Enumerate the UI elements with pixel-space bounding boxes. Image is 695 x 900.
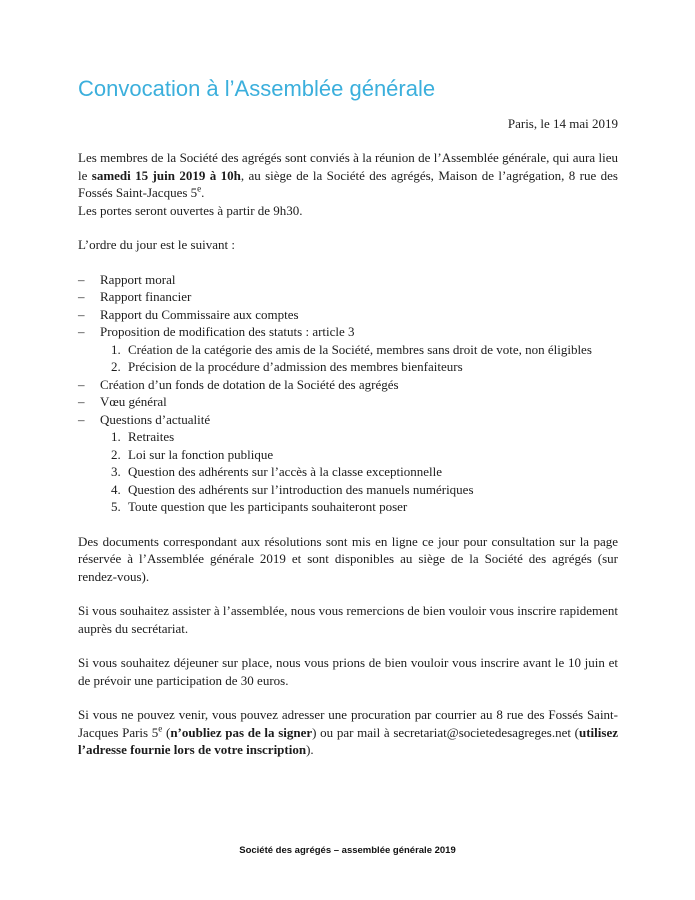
date-line: Paris, le 14 mai 2019 [507, 116, 618, 131]
agenda-item-label: Vœu général [100, 394, 167, 409]
agenda-list [78, 271, 618, 516]
agenda-item [78, 288, 618, 306]
agenda-subitem: 3. Question des adhérents sur l’accès à la classe exceptionnelle [124, 463, 618, 481]
paragraph-register: Si vous souhaitez assister à l’assemblée, nous vous remercions de bien vouloir vous inscrire rapidement auprès du secrétariat. [78, 603, 618, 636]
footer-note: Société des agrégés – assemblée générale 2019 [239, 845, 456, 856]
agenda-item-label: Rapport du Commissaire aux comptes [100, 306, 299, 322]
agenda-subitem: 1. Retraites [124, 428, 618, 446]
page-title: Convocation à l’Assemblée générale [78, 76, 436, 101]
paragraph-documents: Des documents correspondant aux résolutions sont mis en ligne ce jour pour consultation sur la page réservée à l’Assemblée générale 2019 et sont disponibles au siège de la Société des agrégés (sur rendez-vous). [78, 533, 618, 584]
agenda-item-label: Proposition de modification des statuts : article 3 [100, 324, 355, 339]
agenda-item-label: Création d’un fonds de dotation de la Société des agrégés [100, 376, 399, 392]
agenda-subitem: 2. Loi sur la fonction publique [124, 446, 618, 464]
agenda-subitem: 1. Création de la catégorie des amis de la Société, membres sans droit de vote, non éligibles [124, 341, 618, 359]
agenda-subitem: 2. Précision de la procédure d’admission des membres bienfaiteurs [124, 358, 618, 376]
paragraph-lunch: Si vous souhaitez déjeuner sur place, nous vous prions de bien vouloir vous inscrire avant le 10 juin et de prévoir une participation de 30 euros. [78, 655, 618, 688]
agenda-item-label: Rapport moral [100, 271, 176, 287]
agenda-item [78, 376, 618, 394]
agenda-item [78, 271, 618, 289]
agenda-sublist [100, 341, 618, 376]
agenda-item [78, 306, 618, 324]
doors-open-line: Les portes seront ouvertes à partir de 9h30. [78, 202, 303, 218]
agenda-intro: L’ordre du jour est le suivant : [78, 237, 235, 252]
document-page [78, 76, 618, 759]
agenda-item [78, 411, 618, 516]
agenda-item-label: Questions d’actualité [100, 411, 211, 427]
agenda-subitem: 5. Toute question que les participants souhaiteront poser [124, 498, 618, 516]
agenda-item [78, 323, 618, 376]
agenda-sublist [100, 428, 618, 516]
agenda-item [78, 393, 618, 411]
agenda-subitem: 4. Question des adhérents sur l’introduction des manuels numériques [124, 481, 618, 499]
intro-paragraph: Les membres de la Société des agrégés sont conviés à la réunion de l’Assemblée générale, qui aura lieu le samedi 15 juin 2019 à 10h, au siège de la Société des agrégés, Maison de l’agrégation, 8 rue des Fossés Saint-Jacques 5e. [78, 150, 618, 200]
agenda-item-label: Rapport financier [100, 289, 192, 304]
paragraph-proxy: Si vous ne pouvez venir, vous pouvez adresser une procuration par courrier au 8 rue des Fossés Saint-Jacques Paris 5e (n’oubliez pas de la signer) ou par mail à secretariat@societedesagreges.net (utilisez l’adresse fournie lors de votre inscription). [78, 707, 618, 757]
